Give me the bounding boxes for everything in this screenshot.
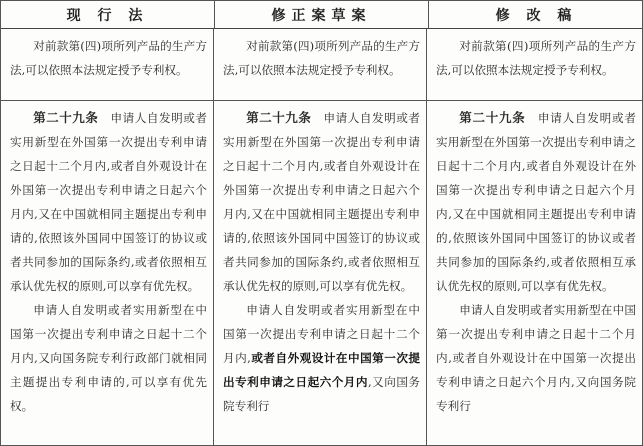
paragraph: 对前款第(四)项所列产品的生产方法,可以依照本法规定授予专利权。 [436, 39, 636, 77]
article-paragraph [223, 106, 420, 298]
table-row [1, 101, 642, 446]
paragraph: 对前款第(四)项所列产品的生产方法,可以依照本法规定授予专利权。 [223, 39, 420, 77]
table-header-row [1, 1, 642, 29]
cell-revised-draft [427, 29, 642, 100]
paragraph [223, 298, 420, 418]
article-label: 第二十九条 [246, 110, 312, 125]
paragraph: 申请人自发明或者实用新型在中国第一次提出专利申请之日起十二个月内,或者自外观设计在中国第一次提出专利申请之日起六个月内,又向国务院专利行 [436, 303, 636, 413]
cell-current-law [1, 101, 214, 446]
cell-revised-draft [427, 101, 642, 446]
header-current-law: 现 行 法 [1, 1, 215, 28]
article-text: 申请人自发明或者实用新型在外国第一次提出专利申请之日起十二个月内,或者自外观设计在外国第一次提出专利申请之日起六个月内,又在中国就相同主题提出专利申请的,依照该外国同中国签订的协议或者共同参加的国际条约,或者依照相互承认优先权的原则,可以享有优先权。 [10, 111, 207, 293]
header-revised-draft: 修 改 稿 [495, 7, 578, 24]
paragraph: 对前款第(四)项所列产品的生产方法,可以依照本法规定授予专利权。 [10, 39, 207, 77]
article-paragraph [436, 106, 636, 298]
text-span: ,又向国务院专利行 [223, 375, 420, 413]
article-text: 申请人自发明或者实用新型在外国第一次提出专利申请之日起十二个月内,或者自外观设计在外国第一次提出专利申请之日起六个月内,又在中国就相同主题提出专利申请的,依照该外国同中国签订的协议或者共同参加的国际条约,或者依照相互承认优先权的原则,可以享有优先权。 [436, 111, 636, 293]
article-label: 第二十九条 [33, 110, 99, 125]
article-text: 申请人自发明或者实用新型在外国第一次提出专利申请之日起十二个月内,或者自外观设计在外国第一次提出专利申请之日起六个月内,又在中国就相同主题提出专利申请的,依照该外国同中国签订的协议或者共同参加的国际条约,或者依照相互承认优先权的原则,可以享有优先权。 [223, 111, 420, 293]
header-draft-amendment: 修正案草案 [215, 1, 429, 28]
amended-text: 或者自外观设计在中国第一次提出专利申请之日起六个月内 [223, 351, 420, 389]
table-row [1, 29, 642, 101]
article-paragraph [10, 106, 207, 298]
text-span: 申请人自发明或者实用新型在中国第一次提出专利申请之日起十二个月内, [223, 303, 420, 365]
cell-draft-amendment [214, 101, 427, 446]
cell-current-law [1, 29, 214, 100]
cell-draft-amendment [214, 29, 427, 100]
paragraph: 申请人自发明或者实用新型在中国第一次提出专利申请之日起十二个月内,又向国务院专利行政部门就相同主题提出专利申请的,可以享有优先权。 [10, 303, 207, 413]
article-label: 第二十九条 [459, 110, 526, 125]
